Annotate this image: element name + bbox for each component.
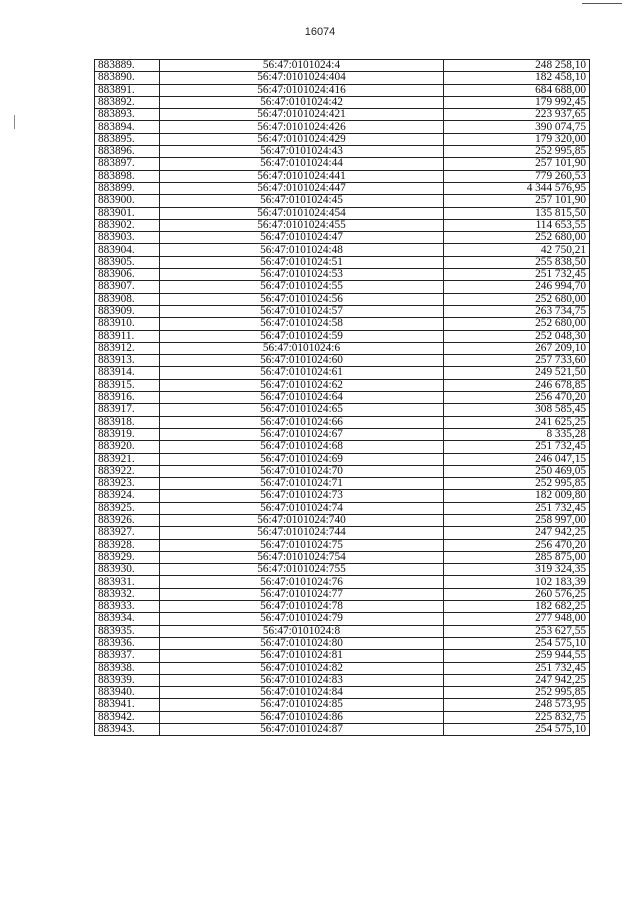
row-number-cell: 883901. [95,207,160,219]
cadastral-value-cell: 684 688,00 [444,84,590,96]
cadastral-value-cell: 246 047,15 [444,453,590,465]
cadastral-number-cell: 56:47:0101024:80 [160,637,444,649]
cadastral-value-cell: 256 470,20 [444,392,590,404]
cadastral-value-cell: 251 732,45 [444,441,590,453]
table-row [95,219,590,231]
row-number-cell: 883896. [95,146,160,158]
cadastral-value-cell: 255 838,50 [444,256,590,268]
row-number-cell: 883937. [95,650,160,662]
cadastral-number-cell: 56:47:0101024:62 [160,379,444,391]
row-number-cell: 883941. [95,699,160,711]
cadastral-number-cell: 56:47:0101024:67 [160,428,444,440]
cadastral-number-cell: 56:47:0101024:55 [160,281,444,293]
cadastral-number-cell: 56:47:0101024:48 [160,244,444,256]
row-number-cell: 883929. [95,551,160,563]
table-row [95,342,590,354]
cadastral-number-cell: 56:47:0101024:66 [160,416,444,428]
row-number-cell: 883903. [95,232,160,244]
table-row [95,109,590,121]
row-number-cell: 883897. [95,158,160,170]
cadastral-number-cell: 56:47:0101024:47 [160,232,444,244]
cadastral-value-cell: 247 942,25 [444,527,590,539]
cadastral-number-cell: 56:47:0101024:754 [160,551,444,563]
cadastral-number-cell: 56:47:0101024:58 [160,318,444,330]
cadastral-number-cell: 56:47:0101024:45 [160,195,444,207]
table-row [95,158,590,170]
row-number-cell: 883919. [95,428,160,440]
row-number-cell: 883905. [95,256,160,268]
cadastral-number-cell: 56:47:0101024:44 [160,158,444,170]
cadastral-value-cell: 252 995,85 [444,146,590,158]
cadastral-value-cell: 248 258,10 [444,60,590,72]
table-row [95,195,590,207]
cadastral-value-cell: 390 074,75 [444,121,590,133]
cadastral-value-cell: 225 832,75 [444,711,590,723]
cadastral-value-cell: 179 992,45 [444,96,590,108]
cadastral-number-cell: 56:47:0101024:87 [160,724,444,736]
cadastral-value-cell: 102 183,39 [444,576,590,588]
page-number: 16074 [304,26,336,38]
cadastral-value-cell: 252 048,30 [444,330,590,342]
cadastral-number-cell: 56:47:0101024:421 [160,109,444,121]
row-number-cell: 883902. [95,219,160,231]
cadastral-value-cell: 179 320,00 [444,133,590,145]
table-row [95,724,590,736]
cadastral-value-cell: 246 678,85 [444,379,590,391]
table-row [95,72,590,84]
cadastral-number-cell: 56:47:0101024:79 [160,613,444,625]
row-number-cell: 883912. [95,342,160,354]
cadastral-number-cell: 56:47:0101024:83 [160,674,444,686]
row-number-cell: 883942. [95,711,160,723]
table-row [95,293,590,305]
cadastral-number-cell: 56:47:0101024:69 [160,453,444,465]
cadastral-value-cell: 247 942,25 [444,674,590,686]
cadastral-value-cell: 250 469,05 [444,465,590,477]
cadastral-value-cell: 4 344 576,95 [444,182,590,194]
row-number-cell: 883924. [95,490,160,502]
cadastral-number-cell: 56:47:0101024:59 [160,330,444,342]
registry-table-body [95,60,590,736]
cadastral-number-cell: 56:47:0101024:426 [160,121,444,133]
cadastral-value-cell: 252 680,00 [444,318,590,330]
cadastral-number-cell: 56:47:0101024:82 [160,662,444,674]
table-row [95,269,590,281]
cadastral-number-cell: 56:47:0101024:60 [160,355,444,367]
cadastral-number-cell: 56:47:0101024:56 [160,293,444,305]
cadastral-value-cell: 251 732,45 [444,502,590,514]
cadastral-number-cell: 56:47:0101024:8 [160,625,444,637]
table-row [95,576,590,588]
table-row [95,613,590,625]
table-row [95,355,590,367]
row-number-cell: 883913. [95,355,160,367]
row-number-cell: 883934. [95,613,160,625]
row-number-cell: 883918. [95,416,160,428]
table-row [95,441,590,453]
cadastral-number-cell: 56:47:0101024:429 [160,133,444,145]
table-row [95,60,590,72]
table-row [95,404,590,416]
row-number-cell: 883890. [95,72,160,84]
table-row [95,121,590,133]
cadastral-number-cell: 56:47:0101024:42 [160,96,444,108]
cadastral-value-cell: 260 576,25 [444,588,590,600]
table-row [95,133,590,145]
cadastral-value-cell: 263 734,75 [444,305,590,317]
cadastral-number-cell: 56:47:0101024:76 [160,576,444,588]
cadastral-number-cell: 56:47:0101024:755 [160,564,444,576]
table-row [95,367,590,379]
cadastral-value-cell: 257 733,60 [444,355,590,367]
cadastral-number-cell: 56:47:0101024:404 [160,72,444,84]
table-row [95,490,590,502]
cadastral-value-cell: 319 324,35 [444,564,590,576]
cadastral-number-cell: 56:47:0101024:70 [160,465,444,477]
table-row [95,711,590,723]
cadastral-number-cell: 56:47:0101024:6 [160,342,444,354]
cadastral-value-cell: 252 680,00 [444,293,590,305]
cadastral-number-cell: 56:47:0101024:68 [160,441,444,453]
cadastral-number-cell: 56:47:0101024:447 [160,182,444,194]
table-row [95,96,590,108]
row-number-cell: 883906. [95,269,160,281]
table-row [95,232,590,244]
cadastral-number-cell: 56:47:0101024:86 [160,711,444,723]
cadastral-value-cell: 257 101,90 [444,158,590,170]
row-number-cell: 883943. [95,724,160,736]
cadastral-value-cell: 257 101,90 [444,195,590,207]
table-row [95,256,590,268]
cadastral-number-cell: 56:47:0101024:64 [160,392,444,404]
row-number-cell: 883932. [95,588,160,600]
cadastral-number-cell: 56:47:0101024:53 [160,269,444,281]
row-number-cell: 883904. [95,244,160,256]
row-number-cell: 883925. [95,502,160,514]
cadastral-value-cell: 251 732,45 [444,662,590,674]
table-row [95,687,590,699]
row-number-cell: 883926. [95,514,160,526]
row-number-cell: 883928. [95,539,160,551]
row-number-cell: 883909. [95,305,160,317]
cadastral-value-cell: 135 815,50 [444,207,590,219]
cadastral-value-cell: 252 995,85 [444,478,590,490]
table-row [95,84,590,96]
table-row [95,244,590,256]
table-row [95,392,590,404]
cadastral-value-cell: 254 575,10 [444,724,590,736]
table-row [95,478,590,490]
row-number-cell: 883936. [95,637,160,649]
table-row [95,330,590,342]
row-number-cell: 883935. [95,625,160,637]
cadastral-number-cell: 56:47:0101024:455 [160,219,444,231]
row-number-cell: 883911. [95,330,160,342]
cadastral-value-cell: 254 575,10 [444,637,590,649]
cadastral-value-cell: 258 997,00 [444,514,590,526]
cadastral-value-cell: 8 335,28 [444,428,590,440]
cadastral-value-cell: 246 994,70 [444,281,590,293]
table-row [95,170,590,182]
cadastral-value-cell: 182 009,80 [444,490,590,502]
cadastral-value-cell: 277 948,00 [444,613,590,625]
cadastral-number-cell: 56:47:0101024:74 [160,502,444,514]
cadastral-number-cell: 56:47:0101024:71 [160,478,444,490]
row-number-cell: 883889. [95,60,160,72]
table-row [95,662,590,674]
registry-table [94,59,590,736]
row-number-cell: 883939. [95,674,160,686]
row-number-cell: 883922. [95,465,160,477]
cadastral-number-cell: 56:47:0101024:57 [160,305,444,317]
table-row [95,416,590,428]
cadastral-number-cell: 56:47:0101024:61 [160,367,444,379]
table-row [95,674,590,686]
table-row [95,428,590,440]
table-row [95,514,590,526]
row-number-cell: 883910. [95,318,160,330]
cadastral-value-cell: 182 458,10 [444,72,590,84]
row-number-cell: 883908. [95,293,160,305]
table-row [95,207,590,219]
cadastral-value-cell: 182 682,25 [444,601,590,613]
row-number-cell: 883930. [95,564,160,576]
cadastral-value-cell: 114 653,55 [444,219,590,231]
cadastral-number-cell: 56:47:0101024:441 [160,170,444,182]
row-number-cell: 883927. [95,527,160,539]
cadastral-value-cell: 251 732,45 [444,269,590,281]
cadastral-number-cell: 56:47:0101024:416 [160,84,444,96]
cadastral-number-cell: 56:47:0101024:78 [160,601,444,613]
cadastral-number-cell: 56:47:0101024:740 [160,514,444,526]
cadastral-value-cell: 252 680,00 [444,232,590,244]
row-number-cell: 883891. [95,84,160,96]
row-number-cell: 883907. [95,281,160,293]
row-number-cell: 883892. [95,96,160,108]
cadastral-number-cell: 56:47:0101024:77 [160,588,444,600]
row-number-cell: 883914. [95,367,160,379]
cadastral-value-cell: 249 521,50 [444,367,590,379]
cadastral-number-cell: 56:47:0101024:51 [160,256,444,268]
table-row [95,527,590,539]
table-row [95,379,590,391]
row-number-cell: 883923. [95,478,160,490]
cadastral-value-cell: 223 937,65 [444,109,590,121]
margin-mark [14,115,15,129]
row-number-cell: 883900. [95,195,160,207]
cadastral-value-cell: 248 573,95 [444,699,590,711]
cadastral-number-cell: 56:47:0101024:84 [160,687,444,699]
cadastral-value-cell: 252 995,85 [444,687,590,699]
table-row [95,305,590,317]
table-row [95,564,590,576]
table-row [95,465,590,477]
row-number-cell: 883893. [95,109,160,121]
row-number-cell: 883938. [95,662,160,674]
row-number-cell: 883898. [95,170,160,182]
cadastral-value-cell: 285 875,00 [444,551,590,563]
cadastral-number-cell: 56:47:0101024:81 [160,650,444,662]
table-row [95,281,590,293]
table-row [95,146,590,158]
row-number-cell: 883894. [95,121,160,133]
cadastral-value-cell: 308 585,45 [444,404,590,416]
cadastral-value-cell: 42 750,21 [444,244,590,256]
table-row [95,588,590,600]
table-row [95,453,590,465]
table-row [95,551,590,563]
row-number-cell: 883940. [95,687,160,699]
table-row [95,601,590,613]
cadastral-number-cell: 56:47:0101024:65 [160,404,444,416]
cadastral-number-cell: 56:47:0101024:454 [160,207,444,219]
cadastral-number-cell: 56:47:0101024:85 [160,699,444,711]
cadastral-number-cell: 56:47:0101024:43 [160,146,444,158]
table-row [95,650,590,662]
row-number-cell: 883921. [95,453,160,465]
cadastral-value-cell: 256 470,20 [444,539,590,551]
row-number-cell: 883895. [95,133,160,145]
cadastral-value-cell: 241 625,25 [444,416,590,428]
table-row [95,318,590,330]
cadastral-value-cell: 267 209,10 [444,342,590,354]
cadastral-value-cell: 253 627,55 [444,625,590,637]
cadastral-number-cell: 56:47:0101024:75 [160,539,444,551]
cadastral-value-cell: 779 260,53 [444,170,590,182]
top-edge-rule [582,3,622,4]
row-number-cell: 883917. [95,404,160,416]
cadastral-number-cell: 56:47:0101024:73 [160,490,444,502]
table-row [95,699,590,711]
cadastral-number-cell: 56:47:0101024:4 [160,60,444,72]
row-number-cell: 883931. [95,576,160,588]
table-row [95,539,590,551]
cadastral-number-cell: 56:47:0101024:744 [160,527,444,539]
row-number-cell: 883915. [95,379,160,391]
row-number-cell: 883916. [95,392,160,404]
table-row [95,637,590,649]
table-row [95,182,590,194]
table-row [95,502,590,514]
row-number-cell: 883920. [95,441,160,453]
row-number-cell: 883899. [95,182,160,194]
row-number-cell: 883933. [95,601,160,613]
table-row [95,625,590,637]
cadastral-value-cell: 259 944,55 [444,650,590,662]
